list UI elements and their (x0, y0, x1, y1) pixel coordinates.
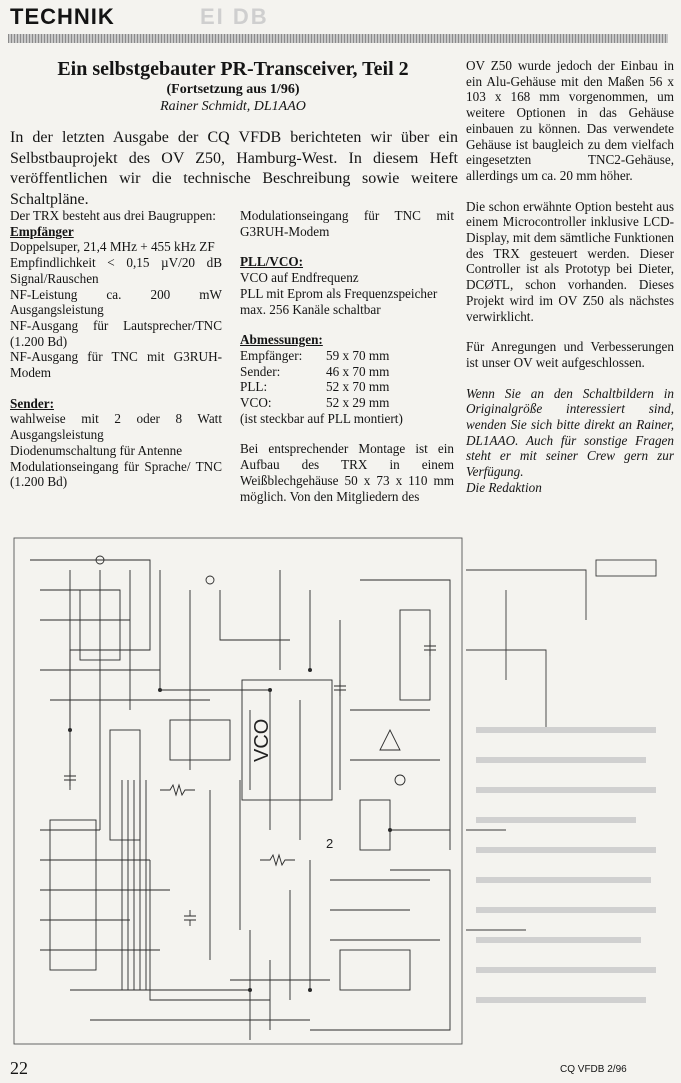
table-row: VCO: 52 x 29 mm (240, 395, 390, 411)
bleed-through-header: EI DB (200, 4, 269, 29)
pll-line: VCO auf Endfrequenz (240, 270, 359, 286)
article-lead: In der letzten Ausgabe der CQ VFDB berichteten wir über ein Selbstbauprojekt des OV Z50, Hamburg-West. In diesem Heft veröffentlichen wir die technische Beschreibung sowie weitere Schaltpläne. (10, 129, 458, 208)
receiver-line: NF-Ausgang für TNC mit G3RUH-Modem (10, 349, 222, 381)
column-middle (240, 208, 454, 504)
table-row: PLL: 52 x 70 mm (240, 379, 390, 395)
schematic-right-extension (466, 530, 672, 1050)
editor-note: Wenn Sie an den Schaltbildern in Originalgröße interessiert sind, wenden Sie sich bitte direkt an Rainer, DL1AAO. Auch für sonstige Fragen steht er mit seiner Crew gern zur Verfügung. (466, 385, 674, 480)
receiver-line: NF-Leistung ca. 200 mW Ausgangsleistung (10, 286, 222, 318)
page-number: 22 (10, 1058, 28, 1078)
transmitter-line: Modulationseingang für Sprache/ TNC (1.200 Bd) (10, 458, 222, 490)
receiver-line: NF-Ausgang für Lautsprecher/TNC (1.200 Bd) (10, 317, 222, 349)
transmitter-heading: Sender: (10, 395, 54, 411)
dimensions-table (240, 348, 389, 411)
pll-line: max. 256 Kanäle schaltbar (240, 301, 381, 317)
editor-signature: Die Redaktion (466, 479, 542, 495)
table-row: Empfänger: 59 x 70 mm (240, 347, 390, 363)
receiver-line: Empfindlichkeit < 0,15 µV/20 dB Signal/Rauschen (10, 255, 222, 286)
article-title: Ein selbstgebauter PR-Transceiver, Teil 2 (57, 58, 409, 80)
header-rule (8, 34, 668, 43)
transmitter-line: wahlweise mit 2 oder 8 Watt Ausgangsleistung (10, 411, 222, 443)
dimensions-note: (ist steckbar auf PLL montiert) (240, 410, 403, 426)
column-right (466, 58, 674, 496)
issue-label: CQ VFDB 2/96 (560, 1064, 627, 1075)
transmitter-line: Diodenumschaltung für Antenne (10, 442, 183, 458)
pll-heading: PLL/VCO: (240, 254, 304, 270)
section-heading: TECHNIK (10, 4, 115, 29)
article-author: Rainer Schmidt, DL1AAO (160, 99, 306, 114)
pll-line: PLL mit Eprom als Frequenzspeicher (240, 285, 438, 301)
intro-text: Der TRX besteht aus drei Baugruppen: (10, 208, 216, 223)
modulation-text: Modulationseingang für TNC mit G3RUH-Modem (240, 208, 454, 239)
bleed-through-area (466, 530, 672, 1050)
vco-label: VCO (251, 718, 273, 762)
column-left (10, 208, 222, 490)
montage-text: Bei entsprechender Montage ist ein Aufbau des TRX in einem Weißblechgehäuse 50 x 73 x 110 mm möglich. Von den Mitgliedern des (240, 441, 454, 504)
receiver-line: Doppelsuper, 21,4 MHz + 455 kHz ZF (10, 239, 215, 255)
table-row: Sender: 46 x 70 mm (240, 363, 390, 379)
circuit-schematic (10, 530, 466, 1060)
dimensions-heading: Abmessungen: (240, 332, 323, 348)
paragraph: Für Anregungen und Verbesserungen ist unser OV weit aufgeschlossen. (466, 339, 674, 370)
paragraph: Die schon erwähnte Option besteht aus einem Microcontroller inklusive LCD-Display, mit dem sämtliche Funktionen des TRX gesteuert werden. Dieser Controller ist als Prototyp bei Dieter, DCØTL, schon vorhanden. Dieses Projekt wird im OV Z50 als nächstes verwirklicht. (466, 198, 674, 324)
paragraph: OV Z50 wurde jedoch der Einbau in ein Alu-Gehäuse mit den Maßen 56 x 103 x 168 mm vorgenommen, um weitere Optionen in das Gehäuse einbauen zu können. Das verwendete Gehäuse ist baugleich zu dem vielfach eingesetzten TNC2-Gehäuse, allerdings um ca. 20 mm höher. (466, 58, 674, 183)
receiver-heading: Empfänger (10, 223, 74, 239)
pin-label: 2 (326, 836, 334, 851)
article-subtitle: (Fortsetzung aus 1/96) (166, 82, 300, 97)
